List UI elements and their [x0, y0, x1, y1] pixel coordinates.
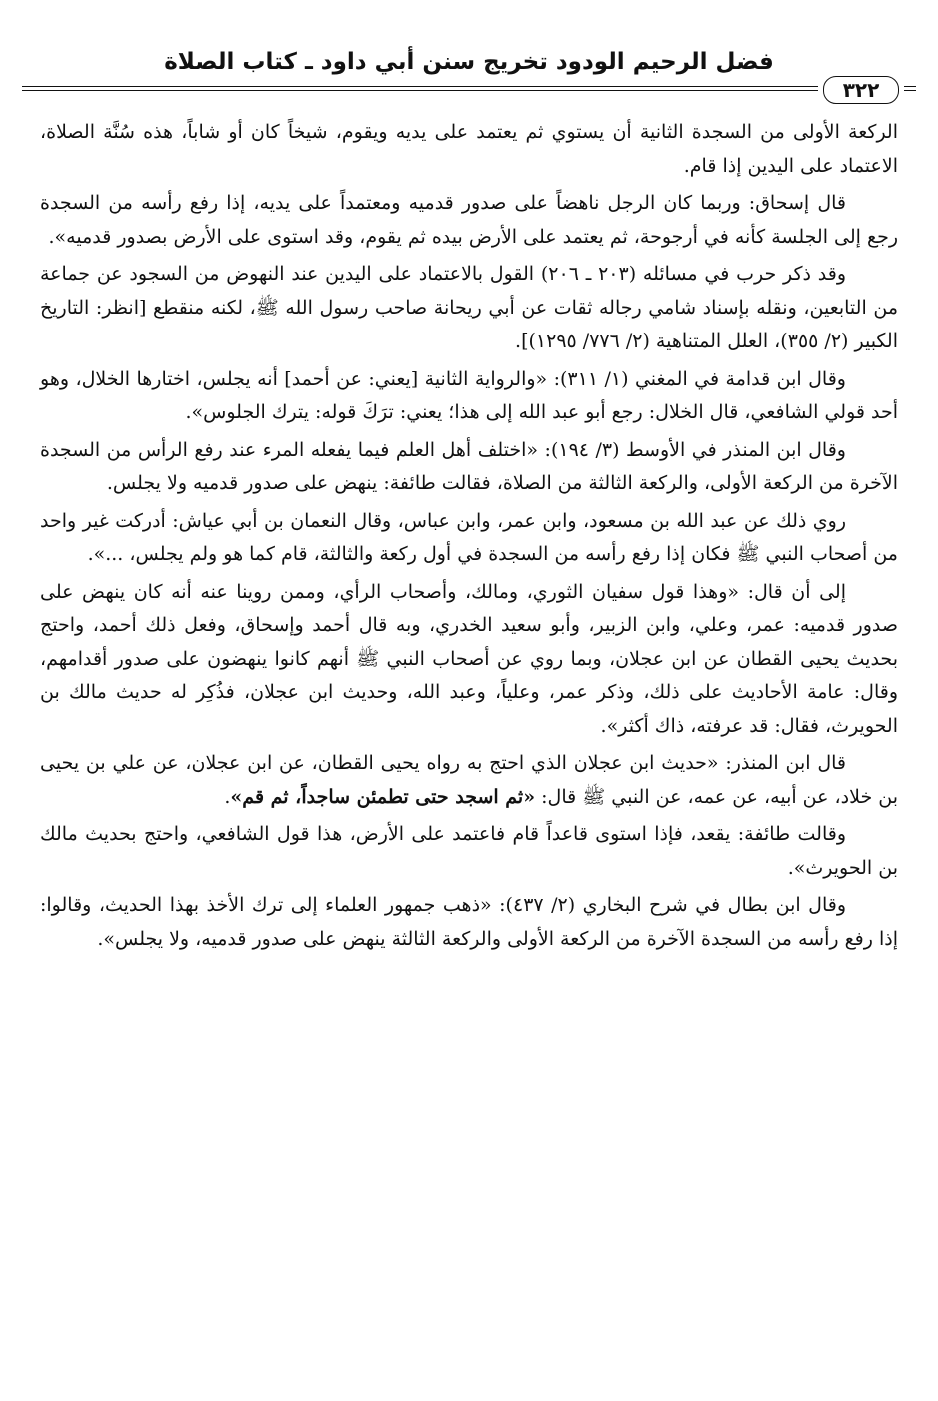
paragraph-1: الركعة الأولى من السجدة الثانية أن يستوي ثم يعتمد على يديه ويقوم، شيخاً كان أو شاباً، هذه سُنَّة الصلاة، الاعتماد على اليدين إذا قام.	[40, 121, 898, 177]
paragraph-8-end: .	[224, 785, 231, 808]
header-rule-bottom	[22, 90, 916, 91]
running-header-title: فضل الرحيم الودود تخريج سنن أبي داود ـ كتاب الصلاة	[164, 49, 774, 75]
hadith-quote-bold: «ثم اسجد حتى تطمئن ساجداً، ثم قم»	[230, 785, 536, 808]
paragraph-2: قال إسحاق: وربما كان الرجل ناهضاً على صدور قدميه ومعتمداً على يديه، إذا رفع رأسه من السجدة رجع إلى الجلسة كأنه في أرجوحة، ثم يعتمد على الأرض بيده ثم يقوم، وقد استوى على الأرض بصدور قدميه».	[40, 192, 898, 248]
paragraph-7: إلى أن قال: «وهذا قول سفيان الثوري، ومالك، وأصحاب الرأي، وممن روينا عنه أنه كان ينهض على صدور قدميه: عمر، وعلي، وابن الزبير، وأبو سعيد الخدري، وبه قال أحمد وإسحاق، وفعل ذلك أحمد، واحتج بحديث يحيى القطان عن ابن عجلان، وبما روي عن أصحاب النبي ﷺ أنهم كانوا ينهضون على صدور أقدامهم، وقال: عامة الأحاديث على ذلك، وذكر عمر، وعلياً، وعبد الله، وحديث ابن عجلان، فذُكِر له حديث مالك بن الحويرث، فقال: قد عرفته، ذاك أكثر».	[40, 580, 898, 737]
paragraph-6: روي ذلك عن عبد الله بن مسعود، وابن عمر، وابن عباس، وقال النعمان بن أبي عياش: أدركت غير واحد من أصحاب النبي ﷺ فكان إذا رفع رأسه من السجدة في أول ركعة والثالثة، قام كما هو ولم يجلس، ...».	[40, 509, 898, 565]
paragraph-8	[40, 747, 898, 814]
paragraph-5: وقال ابن المنذر في الأوسط (٣/ ١٩٤): «اختلف أهل العلم فيما يفعله المرء عند رفع الرأس من السجدة الآخرة من الركعة الأولى، والركعة الثالثة من الصلاة، فقالت طائفة: ينهض على صدور قدميه ولا يجلس.	[40, 438, 898, 494]
paragraph-9: وقالت طائفة: يقعد، فإذا استوى قاعداً قام فاعتمد على الأرض، هذا قول الشافعي، واحتج بحديث مالك بن الحويرث».	[40, 823, 898, 879]
main-text	[40, 116, 898, 1361]
paragraph-10: وقال ابن بطال في شرح البخاري (٢/ ٤٣٧): «ذهب جمهور العلماء إلى ترك الأخذ بهذا الحديث، وقالوا: إذا رفع رأسه من السجدة الآخرة من الركعة الأولى والركعة الثالثة ينهض على صدور قدميه، ولا يجلس».	[40, 894, 898, 950]
header-rule-top	[22, 86, 916, 87]
page-number: ٣٢٢	[823, 76, 899, 104]
paragraph-4: وقال ابن قدامة في المغني (١/ ٣١١): «والرواية الثانية [يعني: عن أحمد] أنه يجلس، اختارها الخلال، وهو أحد قولي الشافعي، قال الخلال: رجع أبو عبد الله إلى هذا؛ يعني: ترَكَ قوله: يترك الجلوس».	[40, 367, 898, 423]
paragraph-8-text: قال ابن المنذر: «حديث ابن عجلان الذي احتج به رواه يحيى القطان، عن ابن عجلان، عن علي بن يحيى بن خلاد، عن أبيه، عن عمه، عن النبي ﷺ قال:	[40, 752, 898, 808]
paragraph-3: وقد ذكر حرب في مسائله (٢٠٣ ـ ٢٠٦) القول بالاعتماد على اليدين عند النهوض من السجود عن جماعة من التابعين، ونقله بإسناد شامي رجاله ثقات عن أبي ريحانة صاحب رسول الله ﷺ، لكنه منقطع [انظر: التاريخ الكبير (٢/ ٣٥٥)، العلل المتناهية (٢/ ٧٧٦/ ١٢٩٥)].	[40, 263, 898, 352]
page-number-ornament	[818, 74, 904, 106]
